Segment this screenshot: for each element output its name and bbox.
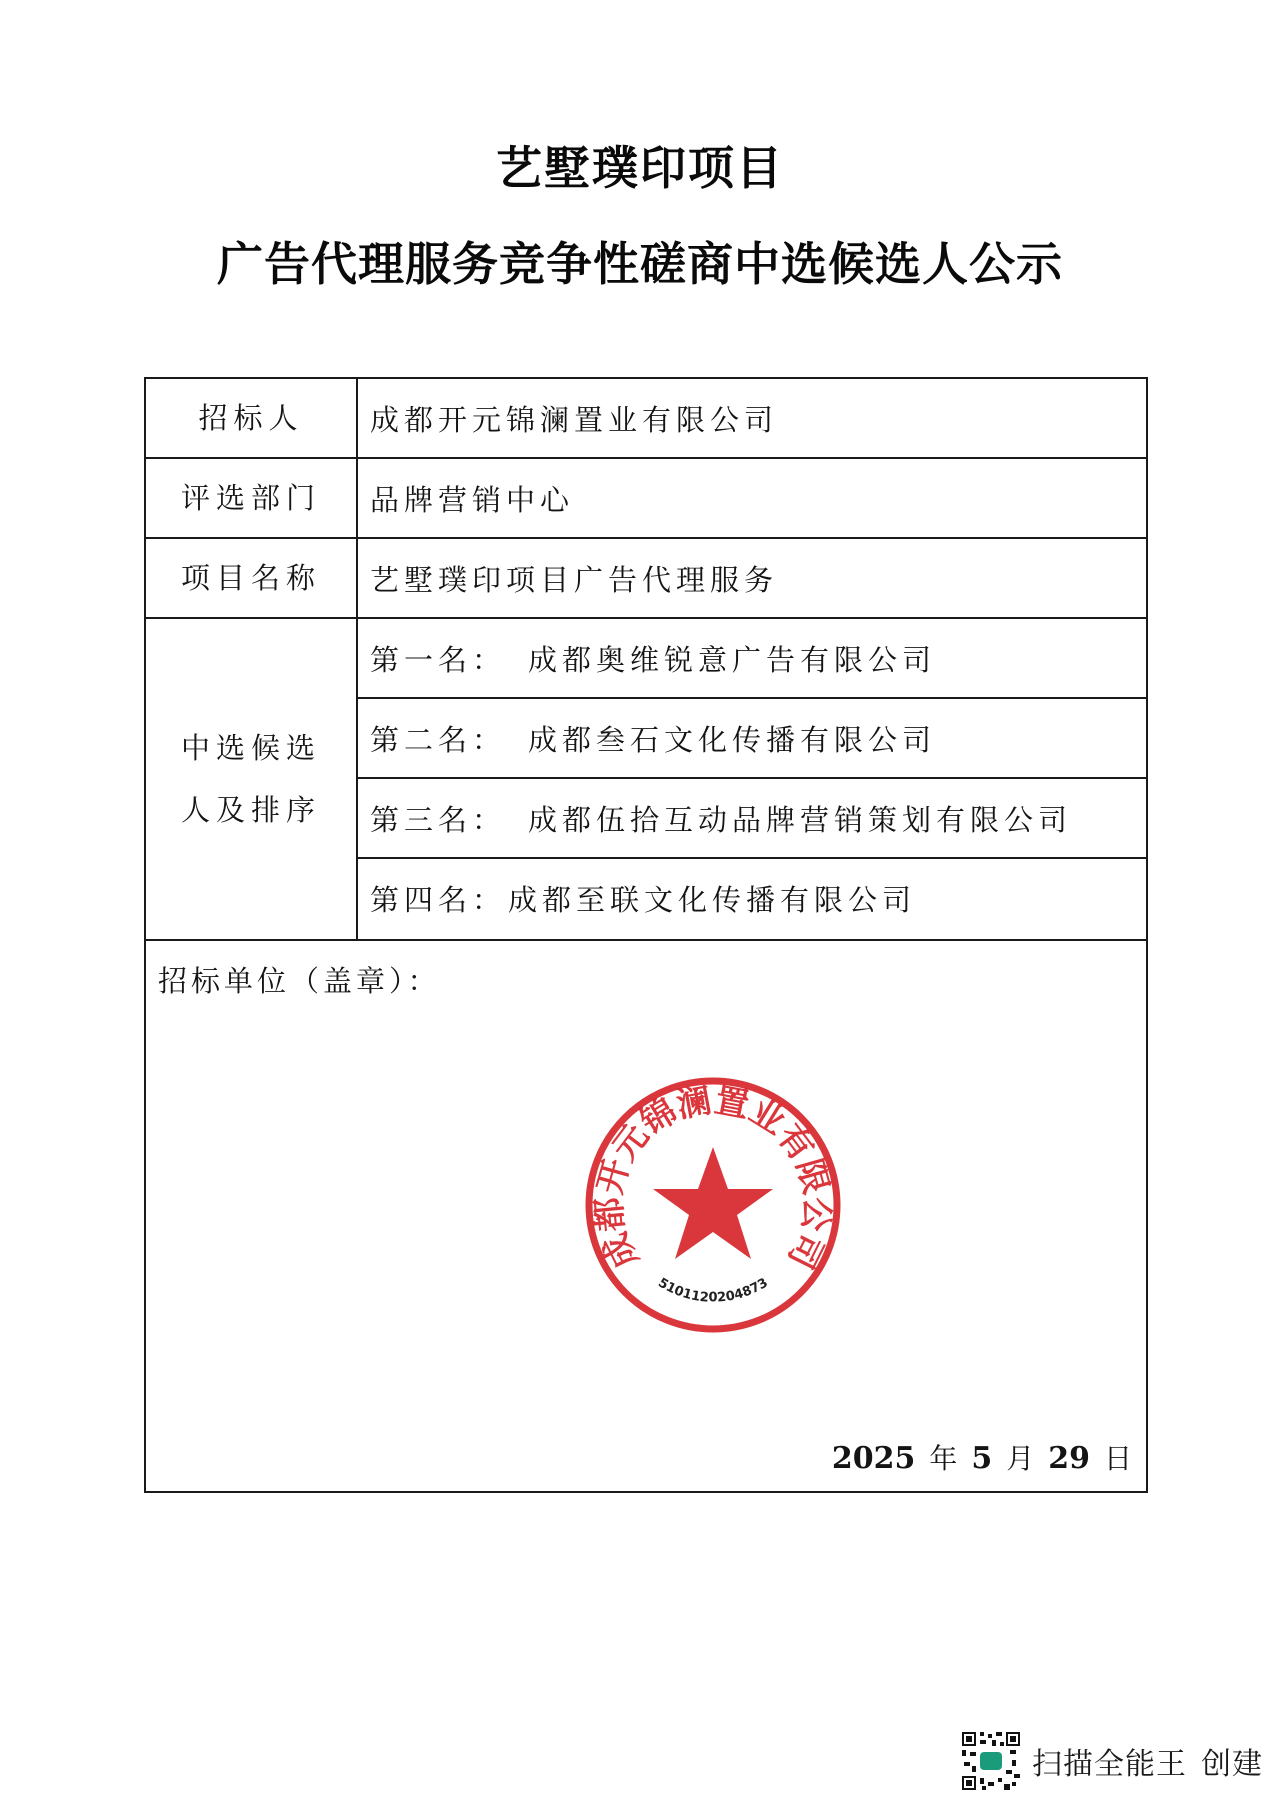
scanner-suffix: 创建 xyxy=(1201,1747,1263,1782)
seal-company-text: 成都开元锦澜置业有限公司 xyxy=(588,1080,838,1275)
label-tenderer: 招标人 xyxy=(146,379,358,457)
seal-label: 招标单位（盖章）： xyxy=(158,964,441,998)
signing-date xyxy=(832,1437,1132,1477)
document-subtitle: 广告代理服务竞争性磋商中选候选人公示 xyxy=(217,237,1063,291)
label-candidates-line1: 中选候选 xyxy=(180,731,321,765)
table-row-tenderer xyxy=(146,379,1146,459)
date-month: 5 xyxy=(971,1441,993,1476)
candidate-rank: 第四名： xyxy=(370,883,507,918)
seal-code: 5101120204873 xyxy=(655,1275,771,1306)
scanner-app-name: 扫描全能王 xyxy=(1032,1747,1187,1782)
candidates-list xyxy=(358,619,1146,939)
label-project-name: 项目名称 xyxy=(146,539,358,617)
table-row-project-name xyxy=(146,539,1146,619)
candidate-rank: 第一名： xyxy=(370,642,507,677)
label-candidates xyxy=(146,619,358,939)
value-project-name: 艺墅璞印项目广告代理服务 xyxy=(370,562,779,597)
candidate-company: 成都至联文化传播有限公司 xyxy=(508,883,917,918)
qr-code-icon xyxy=(962,1732,1020,1790)
table-row-department xyxy=(146,459,1146,539)
date-day: 29 xyxy=(1048,1441,1090,1476)
candidate-item xyxy=(358,859,1146,939)
candidate-company: 成都奥维锐意广告有限公司 xyxy=(528,642,937,677)
company-seal-icon xyxy=(583,1075,843,1335)
candidate-company: 成都伍拾互动品牌营销策划有限公司 xyxy=(528,802,1073,837)
svg-text:5101120204873 xyxy=(655,1275,770,1305)
candidate-rank: 第三名： xyxy=(370,802,507,837)
candidate-rank: 第二名： xyxy=(370,722,507,757)
value-tenderer: 成都开元锦澜置业有限公司 xyxy=(370,402,779,437)
scanner-watermark xyxy=(962,1732,1263,1790)
date-year-unit: 年 xyxy=(929,1442,958,1475)
date-day-unit: 日 xyxy=(1103,1442,1132,1475)
scanner-credit xyxy=(1032,1739,1263,1783)
label-department: 评选部门 xyxy=(146,459,358,537)
candidate-company: 成都叁石文化传播有限公司 xyxy=(528,722,937,757)
date-month-unit: 月 xyxy=(1006,1442,1035,1475)
document-title: 艺墅璞印项目 xyxy=(496,141,784,195)
table-row-candidates xyxy=(146,619,1146,941)
candidate-item xyxy=(358,619,1146,699)
seal-star-icon xyxy=(653,1147,773,1259)
candidate-item xyxy=(358,699,1146,779)
value-department: 品牌营销中心 xyxy=(370,482,575,517)
label-candidates-line2: 人及排序 xyxy=(180,793,321,827)
date-year: 2025 xyxy=(831,1441,916,1476)
candidate-item xyxy=(358,779,1146,859)
